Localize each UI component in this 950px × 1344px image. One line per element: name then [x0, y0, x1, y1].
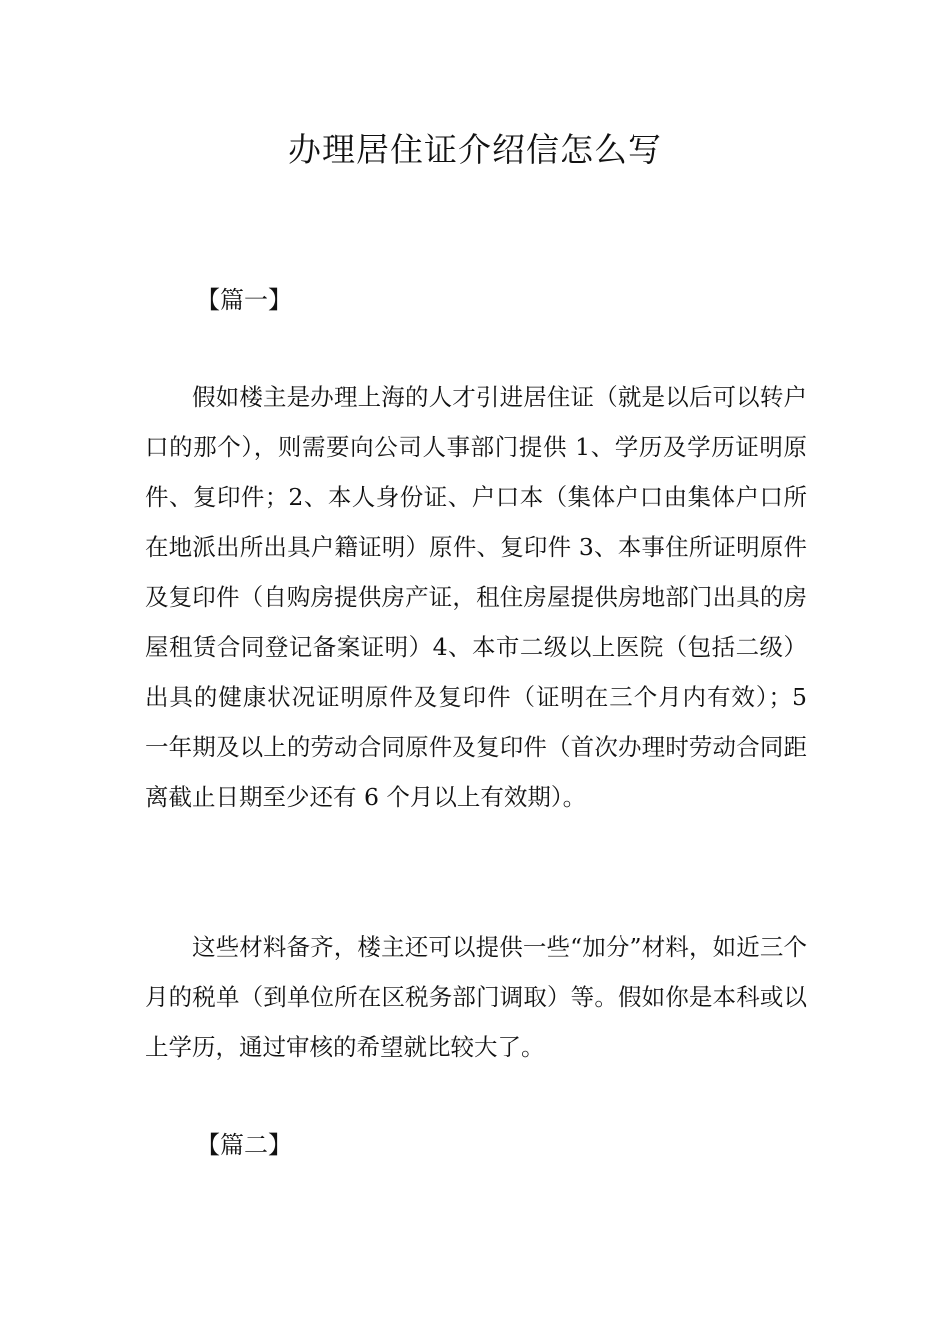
body-paragraph-1: 假如楼主是办理上海的人才引进居住证（就是以后可以转户口的那个），则需要向公司人事部门提供 1、学历及学历证明原件、复印件；2、本人身份证、户口本（集体户口由集体户口所在地派出所出具户籍证明）原件、复印件 3、本事住所证明原件及复印件（自购房提供房产证，租住房屋提供房地部门出具的房屋租赁合同登记备案证明）4、本市二级以上医院（包括二级）出具的健康状况证明原件及复印件（证明在三个月内有效）；5 一年期及以上的劳动合同原件及复印件（首次办理时劳动合同距离截止日期至少还有 6 个月以上有效期）。 [145, 383, 807, 811]
section-heading-2: 【篇二】 [196, 1131, 292, 1159]
body-paragraph-2: 这些材料备齐，楼主还可以提供一些“加分”材料，如近三个月的税单（到单位所在区税务部门调取）等。假如你是本科或以上学历，通过审核的希望就比较大了。 [145, 933, 807, 1061]
page-title: 办理居住证介绍信怎么写 [288, 130, 662, 169]
section-heading-1: 【篇一】 [196, 286, 292, 314]
